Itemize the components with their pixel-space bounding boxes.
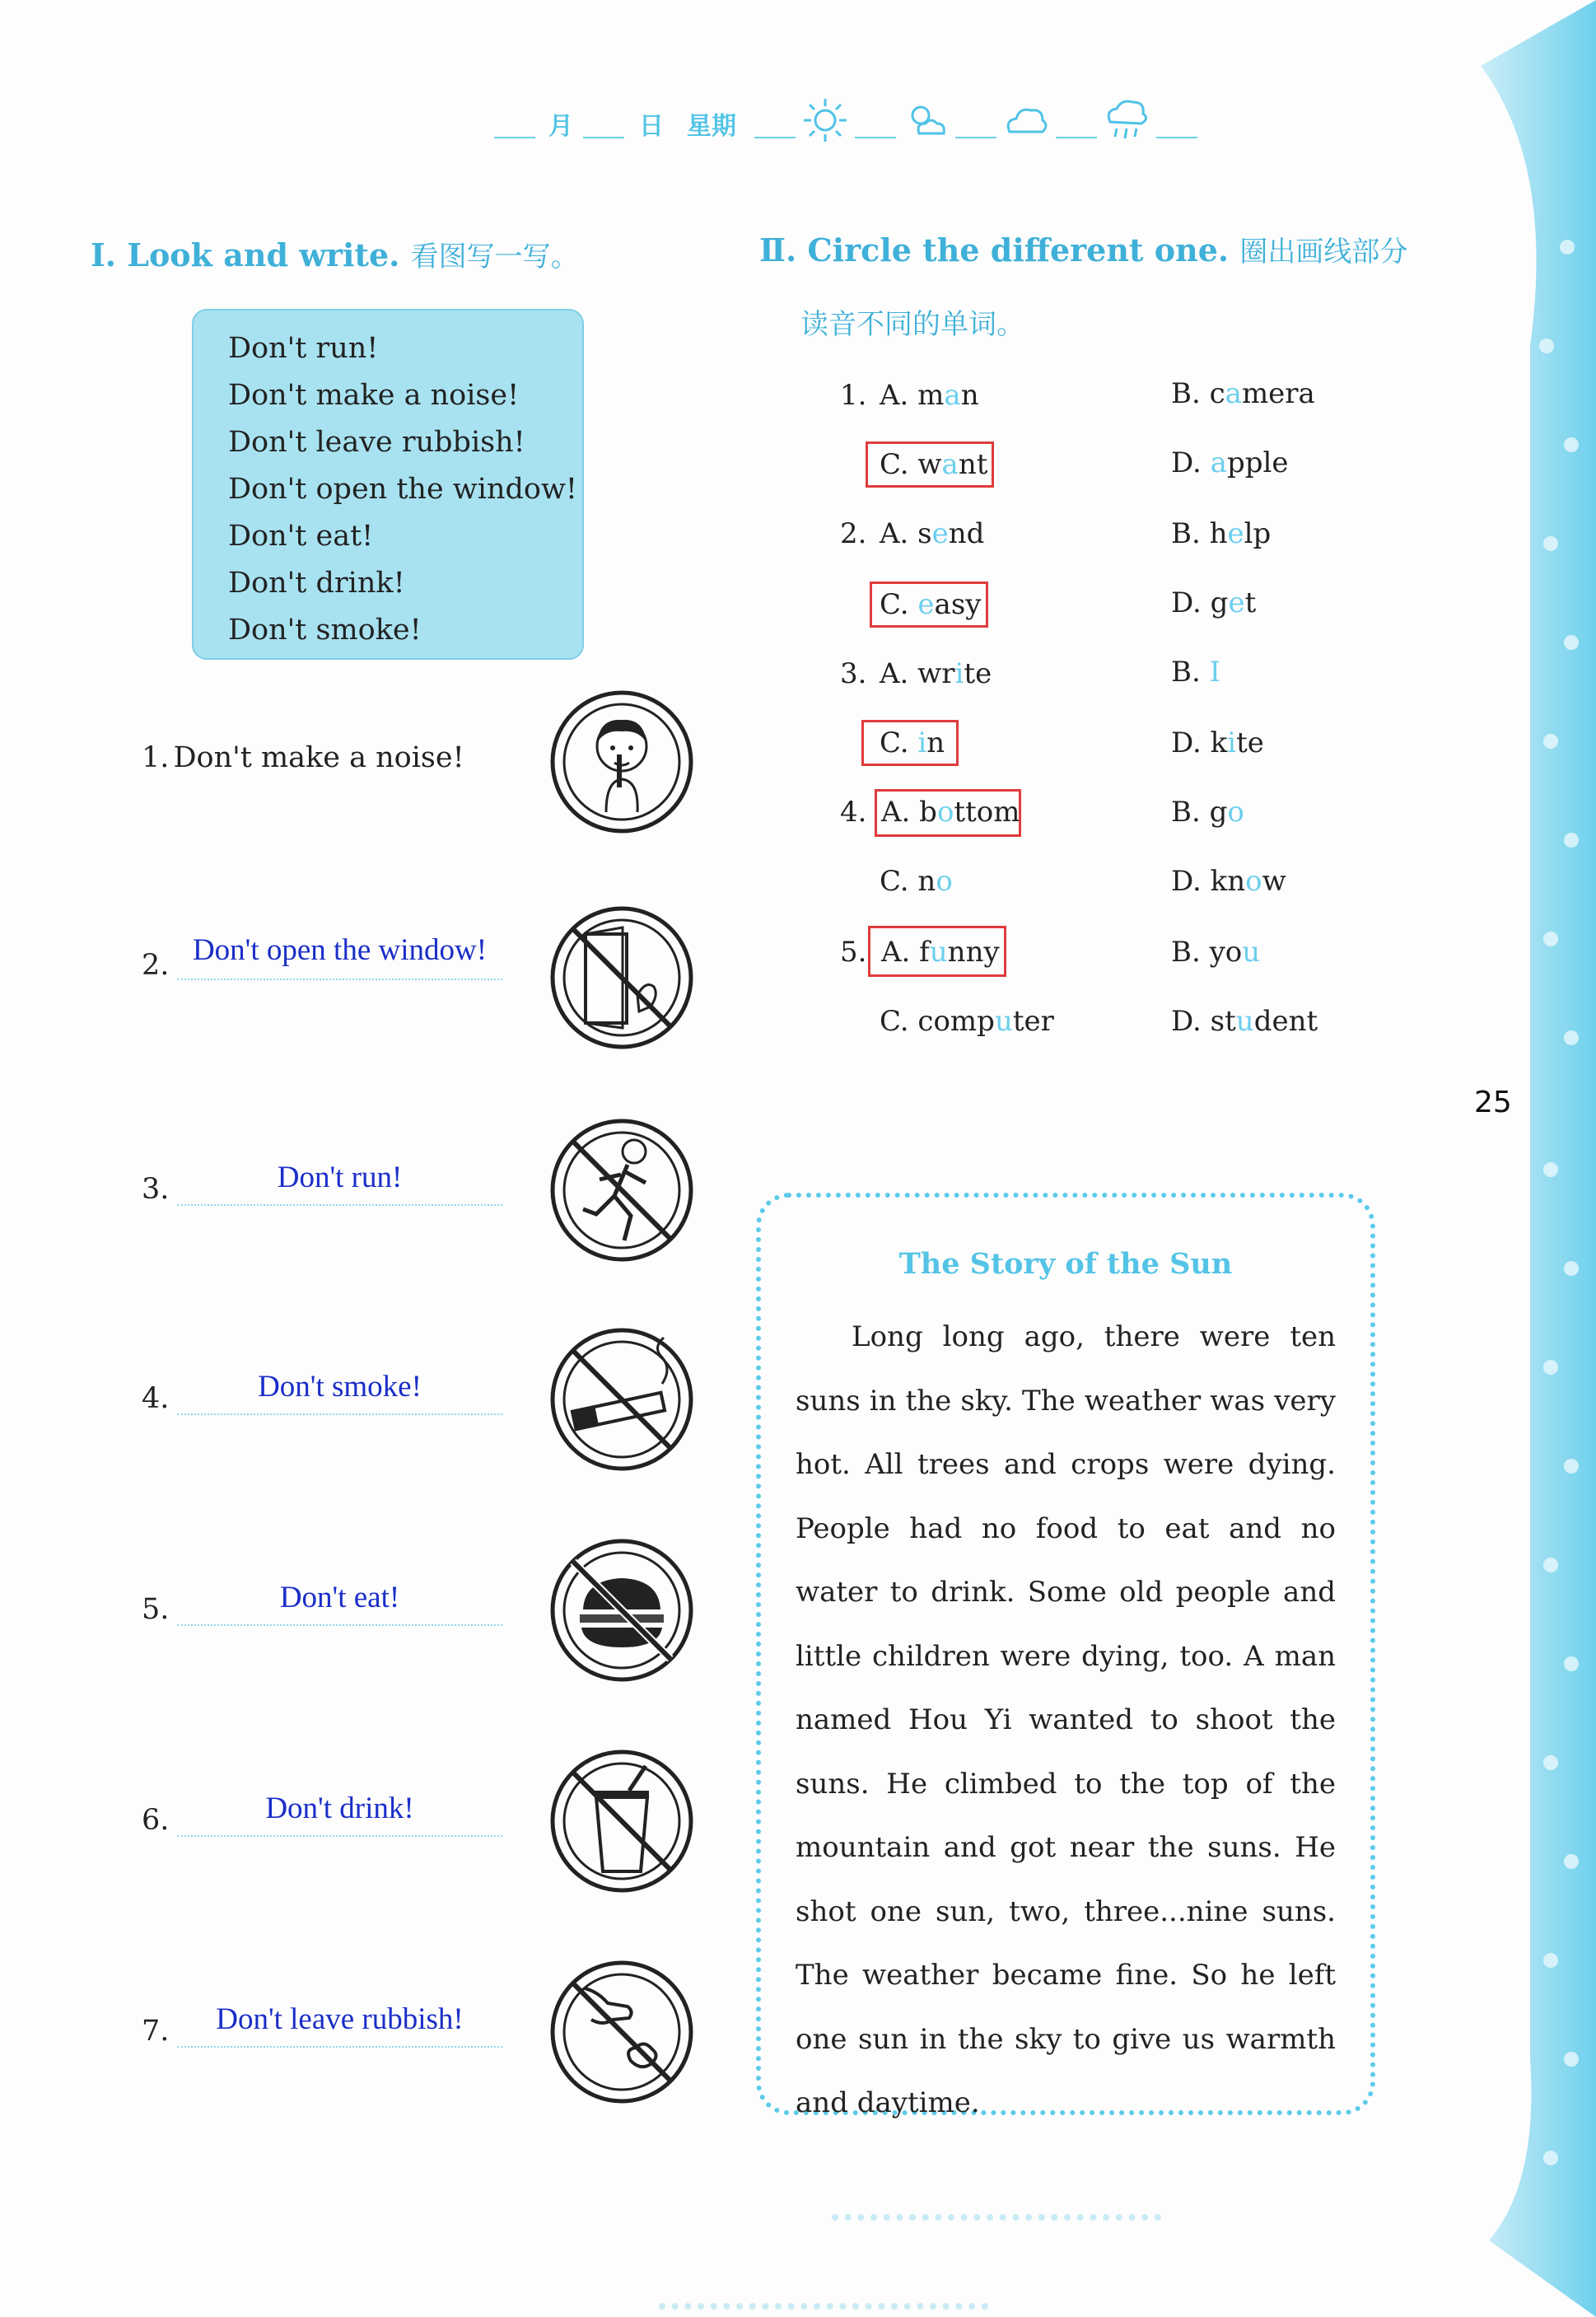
answer-text[interactable]: Don't run! [277,1161,403,1194]
decorative-side-band [1456,0,1596,2317]
word-bank-item: Don't open the window! [228,473,577,506]
answer-line [177,2046,502,2048]
answer-text[interactable]: Don't drink! [265,1791,414,1825]
window-sign-icon [548,904,695,1051]
drink-sign-icon [548,1748,695,1894]
word-bank-item: Don't make a noise! [228,379,520,412]
exercise-1 [142,741,464,774]
option-c[interactable]: C. easy [880,588,982,621]
sunny-icon [802,97,848,143]
answer-text[interactable]: Don't eat! [279,1581,400,1614]
circled-answer-box [861,720,959,766]
section2-title-cont: 读音不同的单词。 [800,308,1024,341]
exercise-number: 5. [142,1593,170,1626]
quiet-sign-icon [548,689,695,835]
word-bank-item: Don't eat! [228,520,374,553]
option-c[interactable]: C. no [880,865,953,898]
rainy-icon [1104,97,1150,143]
section1-title: Ⅰ. Look and write. 看图写一写。 [91,236,579,273]
word-bank-item: Don't drink! [228,567,405,600]
option-c[interactable]: C. computer [880,1005,1054,1038]
option-a[interactable]: A. bottom [881,796,1020,829]
word-bank-box [192,309,584,660]
smoking-sign-icon [548,1326,695,1473]
section2-title: Ⅱ. Circle the different one. 圈出画线部分 [759,231,1408,269]
decorative-dots [832,2214,1161,2221]
running-sign-icon [548,1117,695,1264]
option-a[interactable]: A. send [880,517,985,550]
date-weather-header [486,97,1244,147]
decorative-dots [659,2303,988,2310]
option-d[interactable]: D. get [1171,586,1257,619]
food-sign-icon [548,1537,695,1684]
question-number: 4. [840,796,867,829]
exercise-example-text: Don't make a noise! [173,741,464,774]
option-b[interactable]: B. you [1171,936,1261,969]
question-number: 3. [840,657,867,690]
month-label: 月 [548,112,573,141]
answer-line [177,979,502,980]
circled-answer-box [868,926,1006,977]
question-number: 1. [840,379,867,412]
option-c[interactable]: C. in [880,726,945,759]
option-a[interactable]: A. man [880,379,979,412]
story-text: Long long ago, there were ten suns in the sky. The weather was very hot. All trees and crops were dying. People had no food to eat and no water to drink. Some old people and little children were dying, too. A man named Hou Yi wanted to shoot the suns. He climbed to the top of the mountain and got near the suns. He shot one sun, two, three...nine suns. The weather became fine. So he left one sun in the sky to give us warmth and daytime. [796,1320,1336,2119]
option-d[interactable]: D. apple [1171,446,1289,479]
word-bank-item: Don't run! [228,332,379,365]
option-d[interactable]: D. kite [1171,726,1264,759]
answer-line [177,1835,502,1837]
answer-text[interactable]: Don't open the window! [192,933,488,967]
circled-answer-box [870,582,988,628]
exercise-number: 7. [142,2015,170,2048]
exercise-number: 2. [142,949,170,982]
answer-text[interactable]: Don't leave rubbish! [216,2002,464,2036]
page-number: 25 [1474,1086,1512,1119]
option-b[interactable]: B. help [1171,517,1272,550]
word-bank-item: Don't leave rubbish! [228,426,525,459]
exercise-number: 4. [142,1382,170,1415]
option-b[interactable]: B. camera [1171,377,1315,410]
option-b[interactable]: B. I [1171,656,1221,689]
option-d[interactable]: D. know [1171,865,1286,898]
story-title: The Story of the Sun [898,1247,1233,1281]
word-bank-item: Don't smoke! [228,614,422,647]
rubbish-sign-icon [548,1959,695,2105]
circled-answer-box [875,789,1021,837]
option-b[interactable]: B. go [1171,796,1244,829]
question-number: 2. [840,517,867,550]
answer-line [177,1204,502,1206]
day-label: 日 [639,112,664,141]
answer-line [177,1413,502,1415]
exercise-number: 1. [142,741,170,774]
option-a[interactable]: A. funny [881,936,1000,969]
answer-line [177,1624,502,1626]
weekday-label: 星期 [687,112,736,141]
exercise-number: 3. [142,1173,170,1206]
answer-text[interactable]: Don't smoke! [258,1370,422,1404]
partly-cloudy-icon [903,97,949,143]
question-number: 5. [840,936,867,969]
exercise-number: 6. [142,1804,170,1837]
option-a[interactable]: A. write [880,657,992,690]
option-d[interactable]: D. student [1171,1005,1318,1038]
option-c[interactable]: C. want [880,448,988,481]
cloudy-icon [1003,97,1049,143]
circled-answer-box [866,441,994,488]
